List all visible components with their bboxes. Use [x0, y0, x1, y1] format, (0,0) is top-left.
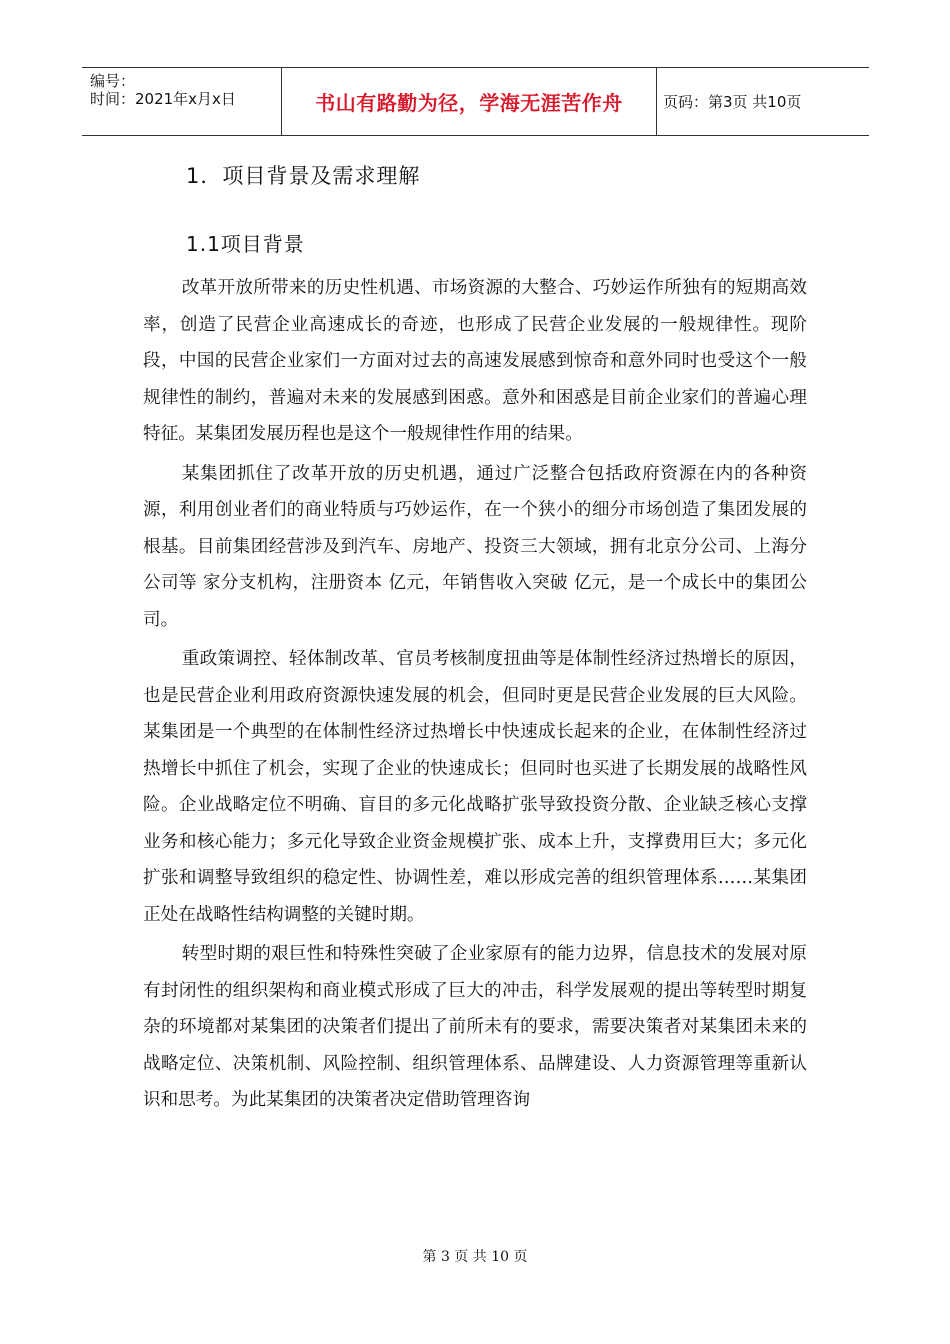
header-page-info: 页码：第3页 共10页	[663, 93, 802, 111]
subsection-title: 1.1项目背景	[186, 232, 305, 256]
section-title: 1．项目背景及需求理解	[186, 164, 421, 188]
page-header	[82, 67, 869, 136]
paragraph-1: 改革开放所带来的历史性机遇、市场资源的大整合、巧妙运作所独有的短期高效率，创造了民营企业高速成长的奇迹，也形成了民营企业发展的一般规律性。现阶段，中国的民营企业家们一方面对过去的高速发展感到惊奇和意外同时也受这个一般规律性的制约，普遍对未来的发展感到困惑。意外和困惑是目前企业家们的普遍心理特征。某集团发展历程也是这个一般规律性作用的结果。	[143, 278, 807, 444]
header-motto: 书山有路勤为径，学海无涯苦作舟	[281, 68, 657, 135]
date-label: 时间：2021年x月x日	[90, 90, 236, 108]
paragraph-2: 某集团抓住了改革开放的历史机遇，通过广泛整合包括政府资源在内的各种资源，利用创业者们的商业特质与巧妙运作，在一个狭小的细分市场创造了集团发展的根基。目前集团经营涉及到汽车、房地产、投资三大领域，拥有北京分公司、上海分公司等 家分支机构，注册资本 亿元，年销售收入突破 亿元，是一个成长中的集团公司。	[143, 463, 807, 630]
paragraph-3: 重政策调控、轻体制改革、官员考核制度扭曲等是体制性经济过热增长的原因，也是民营企业利用政府资源快速发展的机会，但同时更是民营企业发展的巨大风险。某集团是一个典型的在体制性经济过热增长中快速成长起来的企业，在体制性经济过热增长中抓住了机会，实现了企业的快速成长；但同时也买进了长期发展的战略性风险。企业战略定位不明确、盲目的多元化战略扩张导致投资分散、企业缺乏核心支撑业务和核心能力；多元化导致企业资金规模扩张、成本上升，支撑费用巨大；多元化扩张和调整导致组织的稳定性、协调性差，难以形成完善的组织管理体系……某集团正处在战略性结构调整的关键时期。	[143, 649, 807, 925]
paragraph-4: 转型时期的艰巨性和特殊性突破了企业家原有的能力边界，信息技术的发展对原有封闭性的组织架构和商业模式形成了巨大的冲击，科学发展观的提出等转型时期复杂的环境都对某集团的决策者们提出了前所未有的要求，需要决策者对某集团未来的战略定位、决策机制、风险控制、组织管理体系、品牌建设、人力资源管理等重新认识和思考。为此某集团的决策者决定借助管理咨询	[143, 944, 807, 1110]
serial-label: 编号：	[90, 72, 136, 90]
body-text	[143, 270, 807, 1119]
page-footer: 第 3 页 共 10 页	[422, 1249, 528, 1265]
header-meta	[82, 68, 281, 135]
